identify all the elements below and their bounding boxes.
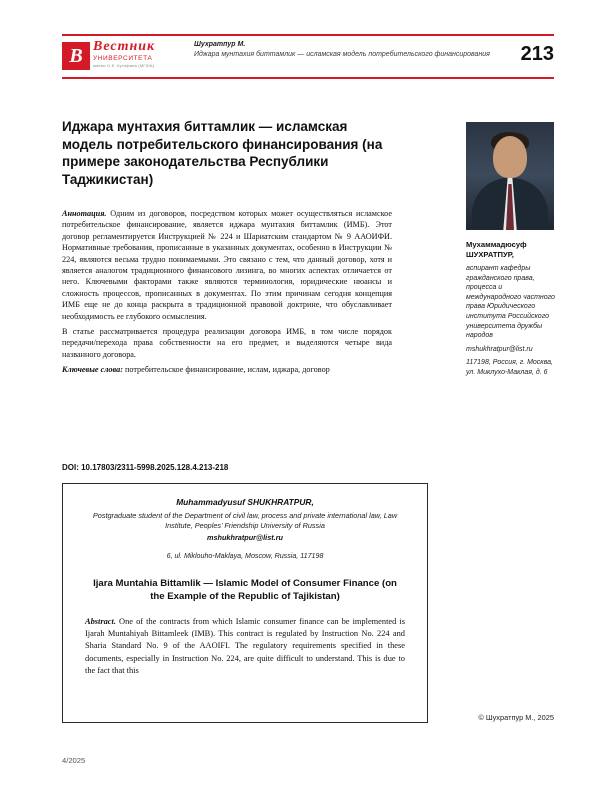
header-rule-bottom — [62, 77, 554, 79]
running-head-title: Иджара мунтахия биттамлик — исламская модель потребительского финансирования — [194, 50, 490, 58]
english-affiliation: Postgraduate student of the Department of civil law, process and private international law, Law Institute, Peoples’ Friendship University of Russia — [92, 511, 398, 530]
keywords-label: Ключевые слова: — [62, 365, 123, 375]
copyright-notice: © Шухратпур М., 2025 — [478, 713, 554, 722]
english-abstract — [85, 616, 405, 677]
logo-title: Вестник — [93, 39, 156, 54]
page-header — [62, 34, 554, 78]
author-name-line1: Мухаммадюсуф — [466, 240, 527, 249]
photo-face — [493, 136, 527, 178]
author-photo — [466, 122, 554, 230]
author-address: 117198, Россия, г. Москва, ул. Миклухо-Маклая, д. 6 — [466, 359, 553, 376]
page-title: Иджара мунтахия биттамлик — исламская модель потребительского финансирования (на примере законодательства Республики Таджикистан) — [62, 119, 383, 187]
abstract-ru-paragraph-2: В статье рассматривается процедура реализации договора ИМБ, в том числе порядок передачи/перехода права собственности на его предмет, и выделяются четыре вида названного договора. — [62, 327, 392, 359]
author-name-line2: ШУХРАТПУР, — [466, 250, 514, 259]
keywords-ru — [62, 364, 392, 375]
logo-text-group — [93, 40, 183, 69]
abstract-ru — [62, 208, 392, 380]
logo-badge: В — [62, 42, 90, 70]
author-affiliation: аспирант кафедры гражданского права, процесса и международного частного права Юридического института Российского университета дружбы народов — [466, 265, 555, 340]
logo-subtitle: УНИВЕРСИТЕТА — [93, 55, 153, 62]
author-info-ru — [466, 240, 558, 378]
issue-number: 4/2025 — [62, 756, 86, 765]
abstract-label: Аннотация. — [62, 209, 107, 218]
header-rule-top — [62, 34, 554, 36]
abstract-ru-paragraph-1 — [62, 208, 392, 322]
page-number: 213 — [520, 43, 554, 65]
english-title: Ijara Muntahia Bittamlik — Islamic Model of Consumer Finance (on the Example of the Republic of Tajikistan) — [93, 578, 397, 602]
doi[interactable]: DOI: 10.17803/2311-5998.2025.128.4.213-218 — [62, 463, 229, 472]
english-summary-box — [62, 483, 428, 723]
keywords-ru-text: потребительское финансирование, ислам, иджара, договор — [122, 365, 330, 375]
english-email[interactable]: mshukhratpur@list.ru — [206, 533, 284, 542]
english-author-name: Muhammadyusuf SHUKHRATPUR, — [176, 497, 314, 507]
running-head — [194, 40, 494, 59]
running-head-author: Шухратпур М. — [194, 41, 246, 48]
author-email[interactable]: mshukhratpur@list.ru — [466, 345, 533, 353]
logo-subtitle-secondary: имени О.Е. Кутафина (МГЮА) — [93, 63, 155, 68]
english-abstract-label: Abstract. — [85, 617, 116, 626]
journal-logo — [62, 40, 182, 74]
english-abstract-text: One of the contracts from which Islamic consumer finance can be implemented is Ijarah Muntahiyah Bittamleek (IMB). This contract is regulated by Instruction No. 224 and Sharia Standard No. 9 of the AAOIFI. The regulatory requirements specified in these documents, especially in Instruction No. 224, are quite difficult to understand. This is due to the fact that this — [85, 617, 405, 675]
abstract-ru-text-1: Одним из договоров, посредством которых может осуществляться исламское потребительское финансирование, является иджара мунтахия биттамлик (ИМБ). Этот договор регламентируется Инструкцией № 224 и Шариатским стандартом № 9 ААОИФИ. Нормативные требования, прописанные в указанных документах, особенно в Инструкции № 224, являются весьма трудно понимаемыми. Это связано с тем, что данный договор, хотя и является аналогом традиционного финансового лизинга, во многих аспектах отличается от него. Ключевыми факторами также являются терминология, юридические нюансы и сложность процессов, прописанных в документах. По этим причинам сегодня концепция ИМБ еще не до конца раскрыта в традиционной правовой доктрине, что обуславливает необходимость ее глубокого осмысления. — [62, 209, 392, 321]
english-address: 6, ul. Miklouho-Maklaya, Moscow, Russia, 117198 — [166, 552, 324, 560]
